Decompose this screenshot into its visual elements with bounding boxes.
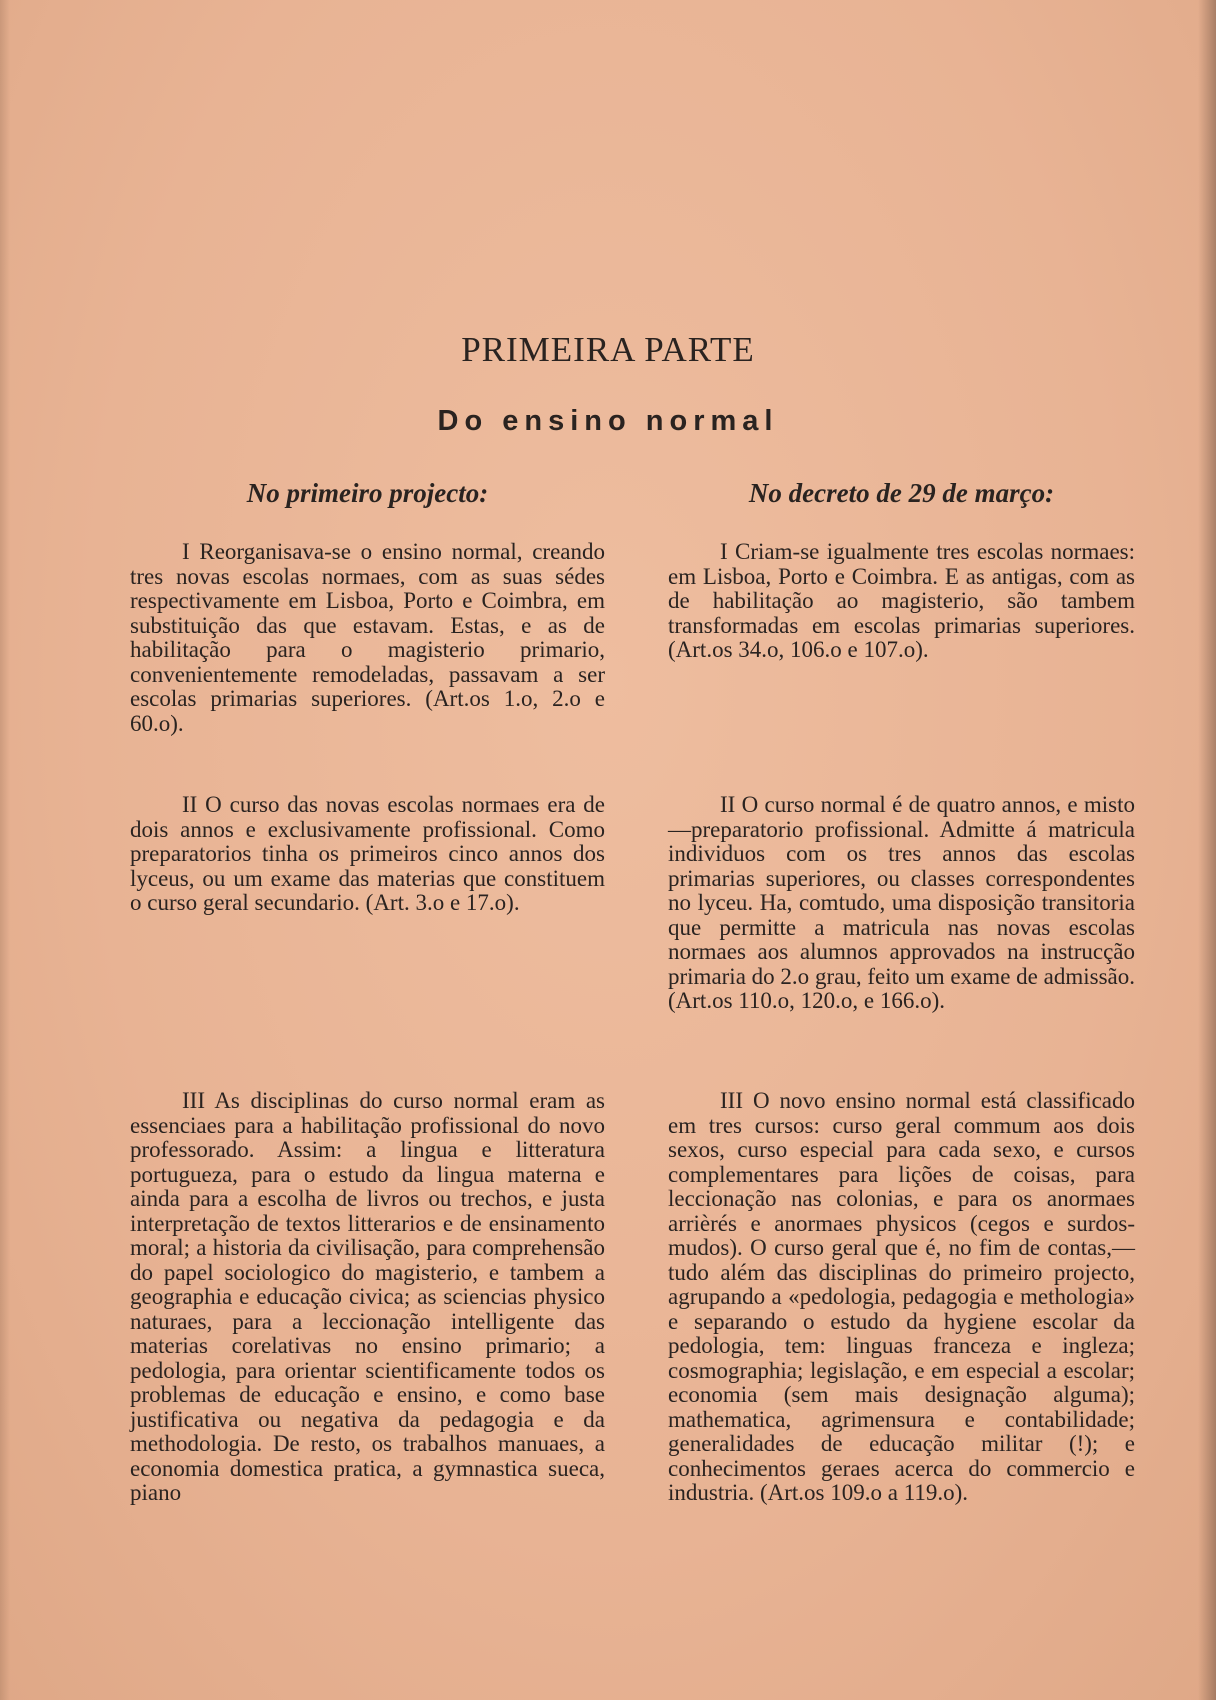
right-paragraph-1: I Criam-se igualmente tres escolas normaes: em Lisboa, Porto e Coimbra. E as antigas, com as de habilitação ao magisterio, são tambem transformadas em escolas primarias superiores. (Art.os 34.o, 106.o e 107.o).	[668, 539, 1135, 662]
page-edge-shadow-left	[0, 0, 10, 1700]
left-paragraph-2: II O curso das novas escolas normaes era de dois annos e exclusivamente profissional. Como preparatorios tinha os primeiros cinco annos dos lyceus, ou um exame das materias que constituem o curso geral secundario. (Art. 3.o e 17.o).	[130, 792, 605, 915]
left-paragraph-3: III As disciplinas do curso normal eram as essenciaes para a habilitação profissional do novo professorado. Assim: a lingua e litteratura portugueza, para o estudo da lingua materna e ainda para a escolha de livros ou trechos, e justa interpretação de textos litterarios e de ensinamento moral; a historia da civilisação, para comprehensão do papel sociologico do magisterio, e tambem a geographia e educação civica; as sciencias physico naturaes, para a leccionação intelligente das materias corelativas no ensino primario; a pedologia, para orientar scientificamente todos os problemas de educação e ensino, e como base justificativa ou negativa da pedagogia e da methodologia. De resto, os trabalhos manuaes, a economia domestica pratica, a gymnastica sueca, piano	[130, 1088, 605, 1505]
section-title: Do ensino normal	[437, 405, 779, 437]
left-column-heading: No primeiro projecto:	[246, 478, 489, 508]
part-title: PRIMEIRA PARTE	[461, 330, 755, 369]
right-paragraph-2: II O curso normal é de quatro annos, e misto—preparatorio profissional. Admitte á matricula individuos com os tres annos das escolas primarias superiores, ou classes correspondentes no lyceu. Ha, comtudo, uma disposição transitoria que permitte a matricula nas novas escolas normaes aos alumnos approvados na instrucção primaria do 2.o grau, feito um exame de admissão. (Art.os 110.o, 120.o, e 166.o).	[668, 792, 1135, 1013]
page-edge-shadow-right	[1198, 0, 1216, 1700]
left-paragraph-1: I Reorganisava-se o ensino normal, creando tres novas escolas normaes, com as suas sédes respectivamente em Lisboa, Porto e Coimbra, em substituição das que estavam. Estas, e as de habilitação para o magisterio primario, convenientemente remodeladas, passavam a ser escolas primarias superiores. (Art.os 1.o, 2.o e 60.o).	[130, 539, 605, 736]
right-paragraph-3: III O novo ensino normal está classificado em tres cursos: curso geral commum aos dois sexos, curso especial para cada sexo, e cursos complementares para lições de coisas, para leccionação nas colonias, e para os anormaes arrièrés e anormaes physicos (cegos e surdos-mudos). O curso geral que é, no fim de contas,—tudo além das disciplinas do primeiro projecto, agrupando a «pedologia, pedagogia e methologia» e separando o estudo da hygiene escolar da pedologia, tem: linguas franceza e ingleza; cosmographia; legislação, e em especial a escolar; economia (sem mais designação alguma); mathematica, agrimensura e contabilidade; generalidades de educação militar (!); e conhecimentos geraes acerca do commercio e industria. (Art.os 109.o a 119.o).	[668, 1088, 1135, 1505]
right-column-heading: No decreto de 29 de março:	[748, 478, 1055, 508]
